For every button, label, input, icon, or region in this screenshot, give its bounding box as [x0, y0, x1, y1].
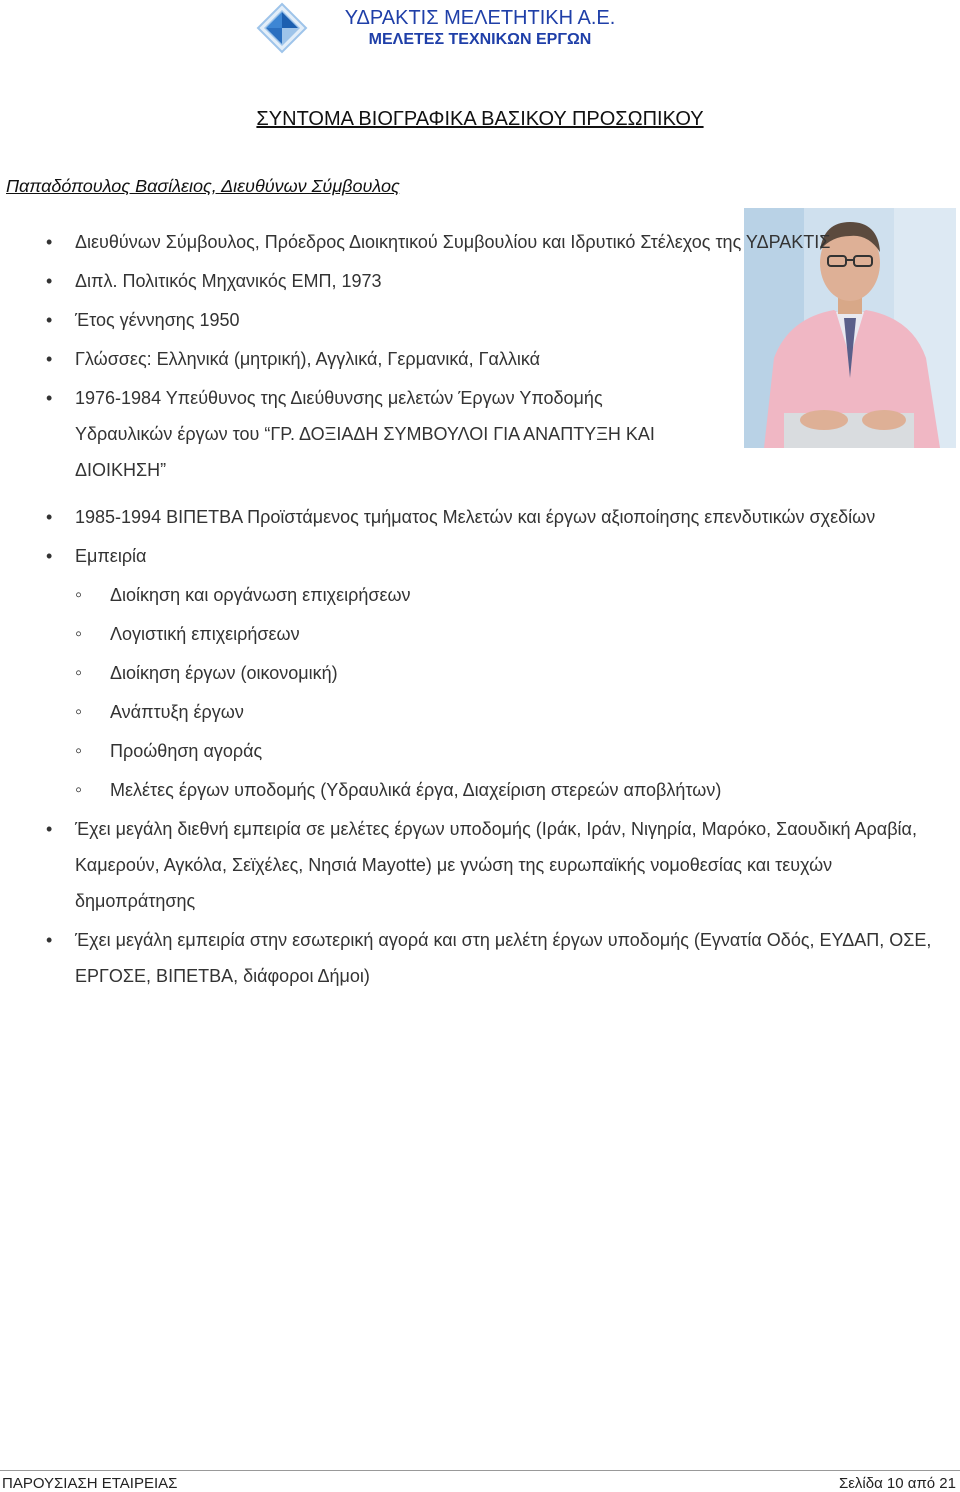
experience-label: Εμπειρία — [75, 546, 147, 566]
list-item: • Διευθύνων Σύμβουλος, Πρόεδρος Διοικητικού Συμβουλίου και Ιδρυτικό Στέλεχος της ΥΔΡΑΚΤΙΣ — [0, 224, 940, 260]
list-item: • 1985-1994 ΒΙΠΕΤΒΑ Προϊστάμενος τμήματος Μελετών και έργων αξιοποίησης επενδυτικών σχεδίων — [0, 499, 940, 535]
page-footer — [0, 1470, 960, 1491]
sublist-item: ◦ Διοίκηση και οργάνωση επιχειρήσεων — [0, 577, 940, 613]
experience-item — [0, 538, 940, 808]
list-item: • Έχει μεγάλη διεθνή εμπειρία σε μελέτες έργων υποδομής (Ιράκ, Ιράν, Νιγηρία, Μαρόκο, Σαουδική Αραβία, Καμερούν, Αγκόλα, Σεϊχέλες, Νησιά Mayotte) με γνώση της ευρωπαϊκής νομοθεσίας και τευχών δημοπράτησης — [0, 811, 940, 919]
bio-list — [0, 224, 940, 994]
experience-sublist — [75, 577, 940, 808]
list-item: • Έτος γέννησης 1950 — [0, 302, 940, 338]
sublist-item: ◦ Μελέτες έργων υποδομής (Υδραυλικά έργα, Διαχείριση στερεών αποβλήτων) — [0, 772, 940, 808]
company-name: ΥΔΡΑΚΤΙΣ ΜΕΛΕΤΗΤΙΚΗ Α.Ε. — [344, 7, 616, 29]
sublist-item: ◦ Λογιστική επιχειρήσεων — [0, 616, 940, 652]
page-number: Σελίδα 10 από 21 — [838, 1475, 956, 1492]
list-item: • 1976-1984 Υπεύθυνος της Διεύθυνσης μελετών Έργων Υποδομής Υδραυλικών έργων του “ΓΡ. ΔΟΞΙΑΔΗ ΣΥΜΒΟΥΛΟΙ ΓΙΑ ΑΝΑΠΤΥΞΗ ΚΑΙ ΔΙΟΙΚΗΣΗ” — [0, 380, 940, 488]
company-tagline: ΜΕΛΕΤΕΣ ΤΕΧΝΙΚΩΝ ΕΡΓΩΝ — [368, 31, 592, 48]
list-item: • Έχει μεγάλη εμπειρία στην εσωτερική αγορά και στη μελέτη έργων υποδομής (Εγνατία Οδός, ΕΥΔΑΠ, ΟΣΕ, ΕΡΓΟΣΕ, ΒΙΠΕΤΒΑ, διάφοροι Δήμοι) — [0, 922, 940, 994]
list-item: • Γλώσσες: Ελληνικά (μητρική), Αγγλικά, Γερμανικά, Γαλλικά — [0, 341, 940, 377]
sublist-item: ◦ Ανάπτυξη έργων — [0, 694, 940, 730]
person-heading: Παπαδόπουλος Βασίλειος, Διευθύνων Σύμβουλος — [6, 176, 400, 196]
sublist-item: ◦ Προώθηση αγοράς — [0, 733, 940, 769]
page-title: ΣΥΝΤΟΜΑ ΒΙΟΓΡΑΦΙΚΑ ΒΑΣΙΚΟΥ ΠΡΟΣΩΠΙΚΟΥ — [256, 108, 704, 130]
list-item: • Διπλ. Πολιτικός Μηχανικός ΕΜΠ, 1973 — [0, 263, 940, 299]
sublist-item: ◦ Διοίκηση έργων (οικονομική) — [0, 655, 940, 691]
company-logo-icon — [256, 2, 308, 54]
footer-title: ΠΑΡΟΥΣΙΑΣΗ ΕΤΑΙΡΕΙΑΣ — [2, 1475, 178, 1492]
page-header — [0, 0, 960, 60]
company-branding — [320, 6, 640, 50]
